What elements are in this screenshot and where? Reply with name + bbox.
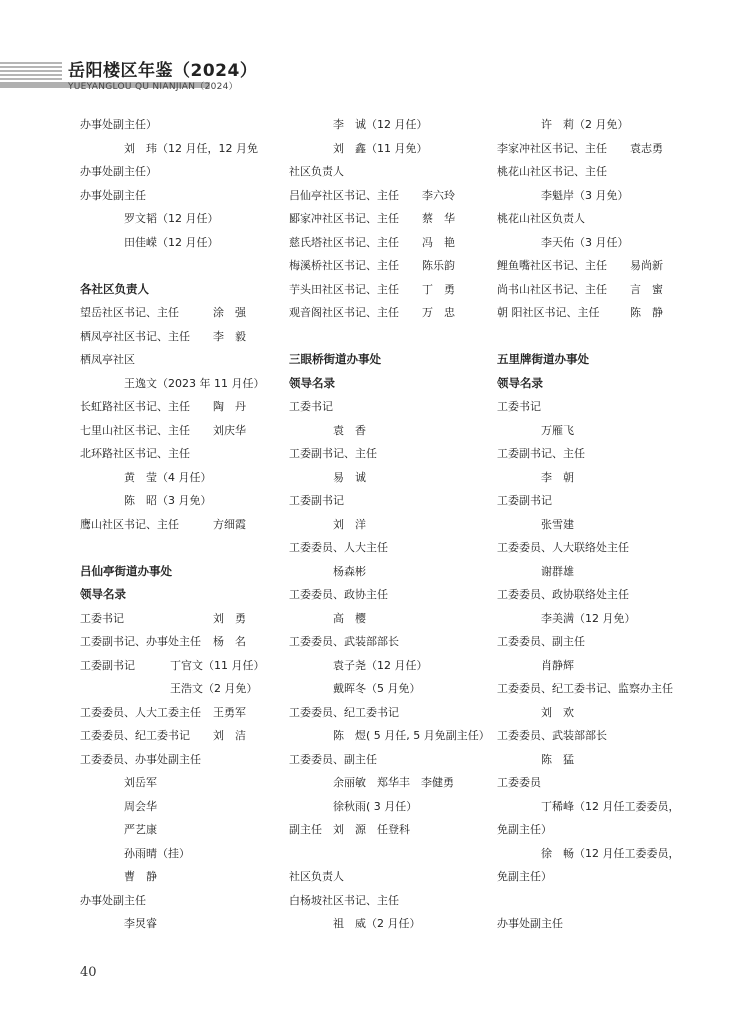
- entry-text: 免副主任）: [497, 823, 552, 836]
- person-name: 陈乐韵: [422, 259, 455, 272]
- entry-text: 办事处副主任: [80, 893, 146, 907]
- entry-text: 罗文韬（12 月任）: [124, 212, 219, 225]
- blank-line: [80, 536, 280, 560]
- blank-line: [289, 325, 494, 349]
- entry-line: [289, 748, 494, 772]
- entry-line: [80, 654, 280, 678]
- entry-line: [497, 536, 697, 560]
- entry-text: 办事处副主任: [80, 188, 146, 202]
- entry-line: [497, 278, 697, 302]
- entry-line: [80, 513, 280, 537]
- entry-text: 工委委员、政协联络处主任: [497, 588, 629, 601]
- entry-line: [289, 395, 494, 419]
- person-name: 刘 源 任登科: [333, 823, 410, 836]
- blank-line: [497, 889, 697, 913]
- entry-line: [80, 889, 280, 913]
- entry-text: 工委委员、副主任: [497, 635, 585, 648]
- section-heading: [497, 372, 697, 396]
- entry-line: [497, 419, 697, 443]
- entry-text: 余丽敏 郑华丰 李健勇: [333, 776, 454, 789]
- entry-line: [497, 489, 697, 513]
- entry-line: [80, 137, 280, 161]
- entry-text: 祖 威（2 月任）: [333, 917, 421, 930]
- entry-text: 李 朝: [541, 470, 574, 484]
- entry-text: 吕仙亭社区书记、主任: [289, 188, 399, 202]
- entry-line: [289, 912, 494, 936]
- entry-text: 李天佑（3 月任）: [541, 235, 629, 249]
- section-heading: [289, 348, 494, 372]
- entry-line: [289, 137, 494, 161]
- entry-text: 工委委员、武装部部长: [289, 635, 399, 648]
- entry-line: [80, 348, 280, 372]
- entry-line: [80, 160, 280, 184]
- person-name: 李六玲: [422, 188, 455, 202]
- entry-text: 栖凤亭社区: [80, 353, 135, 366]
- entry-line: [80, 842, 280, 866]
- entry-line: [497, 795, 697, 819]
- entry-line: [289, 513, 494, 537]
- entry-text: 杨森彬: [333, 564, 366, 578]
- entry-text: 工委委员、纪工委书记: [80, 729, 190, 742]
- entry-line: [80, 419, 280, 443]
- entry-text: 办事处副主任: [497, 917, 563, 930]
- entry-text: 工委副书记: [497, 494, 552, 507]
- entry-line: [289, 583, 494, 607]
- entry-line: [497, 818, 697, 842]
- entry-line: [289, 677, 494, 701]
- entry-line: [497, 865, 697, 889]
- entry-text: 工委委员、人大主任: [289, 541, 388, 554]
- entry-text: 刘 洋: [333, 517, 366, 531]
- entry-text: 尚书山社区书记、主任: [497, 282, 607, 296]
- section-heading: [80, 560, 280, 584]
- entry-text: 工委委员、纪工委书记: [289, 705, 399, 719]
- heading-text: 三眼桥街道办事处: [289, 352, 381, 366]
- entry-line: [497, 466, 697, 490]
- entry-text: 工委委员、副主任: [289, 752, 377, 766]
- entry-text: 陈 昭（3 月免）: [124, 494, 212, 507]
- entry-line: [497, 842, 697, 866]
- entry-line: [497, 231, 697, 255]
- entry-line: [497, 301, 697, 325]
- entry-line: [497, 395, 697, 419]
- heading-text: 领导名录: [80, 587, 126, 601]
- person-name: 易尚新: [630, 259, 663, 272]
- entry-line: [80, 372, 280, 396]
- entry-text: 工委副书记: [80, 658, 135, 672]
- person-name: 刘庆华: [213, 423, 246, 437]
- entry-text: 严艺康: [124, 823, 157, 836]
- entry-text: 刘 玮（12 月任，12 月免: [124, 141, 258, 155]
- entry-line: [497, 630, 697, 654]
- text-column-1: [80, 113, 280, 936]
- entry-line: [497, 771, 697, 795]
- entry-line: [80, 912, 280, 936]
- entry-line: [80, 231, 280, 255]
- entry-line: [497, 513, 697, 537]
- entry-line: [289, 278, 494, 302]
- entry-line: [497, 748, 697, 772]
- entry-text: 袁 香: [333, 423, 366, 437]
- person-name: 万 忠: [422, 306, 455, 319]
- person-name: 袁志勇: [630, 141, 663, 155]
- entry-text: 工委副书记、办事处主任: [80, 635, 201, 648]
- entry-line: [289, 301, 494, 325]
- entry-text: 工委委员、纪工委书记、监察办主任: [497, 682, 673, 695]
- person-name: 冯 艳: [422, 235, 455, 249]
- section-heading: [497, 348, 697, 372]
- entry-text: 刘 鑫（11 月免）: [333, 141, 428, 155]
- person-name: 陶 丹: [213, 400, 246, 413]
- section-heading: [289, 372, 494, 396]
- entry-text: 桃花山社区书记、主任: [497, 165, 607, 178]
- entry-text: 刘 欢: [541, 705, 574, 719]
- entry-line: [497, 677, 697, 701]
- person-name: 杨 名: [213, 635, 246, 648]
- entry-text: 工委书记: [497, 400, 541, 413]
- entry-line: [289, 771, 494, 795]
- text-column-3: [497, 113, 697, 936]
- entry-line: [289, 489, 494, 513]
- entry-text: 曹 静: [124, 870, 157, 883]
- entry-text: 工委委员、人大联络处主任: [497, 541, 629, 554]
- entry-text: 郾家冲社区书记、主任: [289, 212, 399, 225]
- entry-line: [497, 113, 697, 137]
- entry-line: [289, 442, 494, 466]
- entry-line: [497, 912, 697, 936]
- entry-text: 许 莉（2 月免）: [541, 118, 629, 131]
- entry-text: 望岳社区书记、主任: [80, 306, 179, 319]
- entry-text: 张雪建: [541, 517, 574, 531]
- person-name: 蔡 华: [422, 212, 455, 225]
- entry-text: 长虹路社区书记、主任: [80, 400, 190, 413]
- entry-line: [289, 160, 494, 184]
- entry-text: 陈 煜( 5 月任, 5 月免副主任）: [333, 729, 490, 742]
- entry-line: [80, 818, 280, 842]
- entry-text: 北环路社区书记、主任: [80, 447, 190, 460]
- entry-line: [289, 254, 494, 278]
- person-name: 刘 勇: [213, 611, 246, 625]
- entry-text: 工委委员、办事处副主任: [80, 752, 201, 766]
- entry-text: 李美满（12 月免）: [541, 611, 636, 625]
- section-heading: [80, 583, 280, 607]
- entry-line: [80, 489, 280, 513]
- entry-text: 徐秋雨( 3 月任）: [333, 799, 418, 813]
- entry-line: [497, 583, 697, 607]
- entry-text: 桃花山社区负责人: [497, 212, 585, 225]
- entry-text: 工委委员: [497, 776, 541, 789]
- entry-line: [497, 207, 697, 231]
- entry-text: 孙雨晴（挂）: [124, 846, 190, 860]
- heading-text: 吕仙亭街道办事处: [80, 563, 172, 578]
- entry-line: [497, 560, 697, 584]
- entry-text: 周会华: [124, 799, 157, 813]
- entry-text: 办事处副主任）: [80, 118, 157, 131]
- entry-text: 徐 畅（12 月任工委委员，: [541, 846, 680, 860]
- entry-text: 李 诚（12 月任）: [333, 118, 428, 131]
- running-header-subtitle: YUEYANGLOU QU NIANJIAN（2024）: [68, 82, 238, 92]
- entry-text: 工委副书记、主任: [289, 447, 377, 460]
- entry-text: 观音阁社区书记、主任: [289, 306, 399, 319]
- entry-line: [80, 865, 280, 889]
- entry-line: [289, 207, 494, 231]
- entry-line: [289, 113, 494, 137]
- entry-line: [289, 889, 494, 913]
- person-name: 陈 静: [630, 306, 663, 319]
- entry-text: 芋头田社区书记、主任: [289, 282, 399, 296]
- entry-line: [80, 184, 280, 208]
- entry-text: 办事处副主任）: [80, 165, 157, 178]
- person-name: 涂 强: [213, 306, 246, 319]
- entry-line: [497, 184, 697, 208]
- entry-text: 田佳嵘（12 月任）: [124, 235, 219, 249]
- entry-line: [80, 442, 280, 466]
- entry-line: [289, 865, 494, 889]
- blank-line: [497, 325, 697, 349]
- page-number: 40: [80, 965, 97, 980]
- entry-text: 免副主任）: [497, 870, 552, 883]
- entry-line: [289, 607, 494, 631]
- entry-text: 高 樱: [333, 611, 366, 625]
- entry-text: 黄 莹（4 月任）: [124, 470, 212, 484]
- entry-line: [289, 724, 494, 748]
- entry-text: 万雁飞: [541, 423, 574, 437]
- entry-text: 鲤鱼嘴社区书记、主任: [497, 259, 607, 272]
- entry-text: 肖静辉: [541, 658, 574, 672]
- entry-text: 戴晖冬（5 月免）: [333, 682, 421, 695]
- entry-line: [497, 160, 697, 184]
- entry-line: [289, 560, 494, 584]
- entry-line: [497, 137, 697, 161]
- entry-text: 栖凤亭社区书记、主任: [80, 329, 190, 343]
- entry-line: [289, 795, 494, 819]
- entry-line: [80, 207, 280, 231]
- entry-text: 王浩文（2 月免）: [170, 682, 258, 695]
- entry-line: [289, 630, 494, 654]
- entry-line: [497, 654, 697, 678]
- header-decoration: [0, 62, 62, 82]
- entry-line: [497, 701, 697, 725]
- entry-line: [289, 654, 494, 678]
- heading-text: 五里牌街道办事处: [497, 352, 589, 366]
- entry-text: 王逸文（2023 年 11 月任）: [124, 376, 265, 390]
- entry-text: 丁稀峰（12 月任工委委员，: [541, 799, 680, 813]
- entry-line: [80, 395, 280, 419]
- entry-line: [497, 724, 697, 748]
- person-name: 刘 洁: [213, 729, 246, 742]
- entry-line: [289, 184, 494, 208]
- entry-line: [497, 607, 697, 631]
- entry-text: 工委委员、武装部部长: [497, 729, 607, 742]
- entry-text: 社区负责人: [289, 165, 344, 178]
- entry-text: 陈 猛: [541, 752, 574, 766]
- entry-line: [289, 818, 494, 842]
- entry-text: 七里山社区书记、主任: [80, 423, 190, 437]
- entry-line: [80, 325, 280, 349]
- entry-text: 李家冲社区书记、主任: [497, 141, 607, 155]
- entry-text: 李炅睿: [124, 917, 157, 930]
- entry-line: [80, 113, 280, 137]
- entry-text: 社区负责人: [289, 870, 344, 883]
- person-name: 言 蜜: [630, 282, 663, 296]
- entry-line: [289, 231, 494, 255]
- entry-text: 白杨坡社区书记、主任: [289, 893, 399, 907]
- entry-text: 工委委员、政协主任: [289, 588, 388, 601]
- section-heading: [80, 278, 280, 302]
- person-name: 王勇军: [213, 705, 246, 719]
- entry-line: [80, 677, 280, 701]
- entry-line: [80, 466, 280, 490]
- entry-line: [80, 771, 280, 795]
- blank-line: [289, 842, 494, 866]
- entry-line: [80, 630, 280, 654]
- entry-text: 袁子尧（12 月任）: [333, 658, 428, 672]
- heading-text: 领导名录: [289, 375, 335, 390]
- entry-text: 刘岳军: [124, 776, 157, 789]
- entry-text: 副主任: [289, 823, 322, 836]
- entry-text: 工委书记: [289, 400, 333, 413]
- entry-line: [289, 419, 494, 443]
- entry-text: 谢群雄: [541, 564, 574, 578]
- entry-text: 工委委员、人大工委主任: [80, 705, 201, 719]
- person-name: 丁官文（11 月任）: [170, 658, 265, 672]
- heading-text: 各社区负责人: [80, 281, 149, 296]
- entry-line: [80, 748, 280, 772]
- entry-line: [497, 254, 697, 278]
- entry-text: 梅溪桥社区书记、主任: [289, 259, 399, 272]
- text-column-2: [289, 113, 494, 936]
- entry-line: [80, 724, 280, 748]
- entry-line: [289, 701, 494, 725]
- running-header-title: 岳阳楼区年鉴（2024）: [68, 61, 258, 81]
- heading-text: 领导名录: [497, 375, 543, 390]
- entry-text: 慈氏塔社区书记、主任: [289, 235, 399, 249]
- entry-line: [289, 466, 494, 490]
- person-name: 方细霞: [213, 517, 246, 531]
- entry-line: [289, 536, 494, 560]
- entry-line: [80, 701, 280, 725]
- entry-line: [80, 301, 280, 325]
- entry-line: [80, 795, 280, 819]
- entry-text: 工委书记: [80, 611, 124, 625]
- entry-text: 易 诚: [333, 470, 366, 484]
- person-name: 丁 勇: [422, 282, 455, 296]
- entry-line: [497, 442, 697, 466]
- entry-text: 工委副书记、主任: [497, 447, 585, 460]
- entry-text: 工委副书记: [289, 494, 344, 507]
- person-name: 李 毅: [213, 329, 246, 343]
- entry-text: 鹰山社区书记、主任: [80, 517, 179, 531]
- entry-line: [80, 607, 280, 631]
- entry-text: 李魁岸（3 月免）: [541, 188, 629, 202]
- entry-text: 朝 阳社区书记、主任: [497, 306, 600, 319]
- blank-line: [80, 254, 280, 278]
